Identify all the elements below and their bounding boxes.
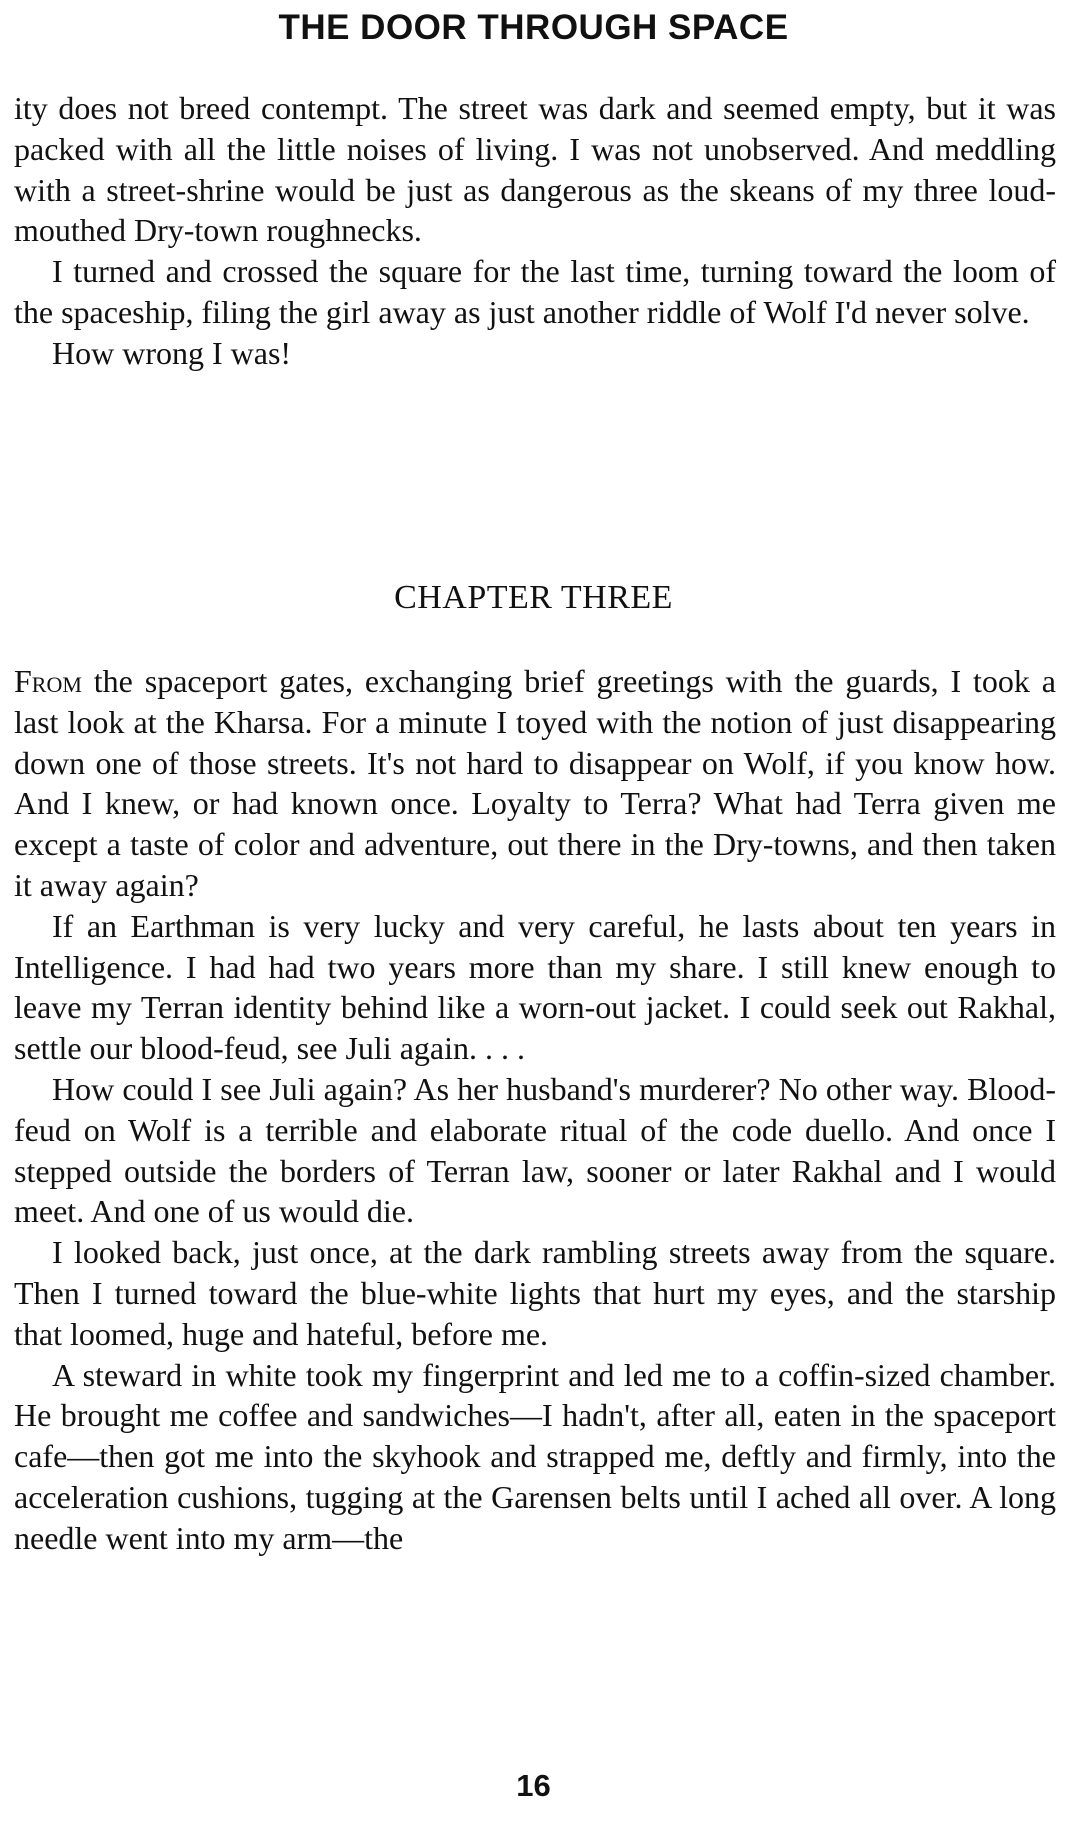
chapter-opening-paragraph xyxy=(14,661,1056,906)
continued-text xyxy=(14,88,1056,374)
paragraph: I turned and crossed the square for the last time, turning toward the loom of the spaceship, filing the girl away as just another riddle of Wolf I'd never solve. xyxy=(14,253,1056,330)
page-number: 16 xyxy=(516,1768,551,1803)
opening-text: the spaceport gates, exchanging brief greetings with the guards, I took a last look at the Kharsa. For a minute I toyed with the notion of just disappearing down one of those streets. It's not hard to disappear on Wolf, if you know how. And I knew, or had known once. Loyalty to Terra? What had Terra given me except a taste of color and adventure, out there in the Dry-towns, and then taken it away again? xyxy=(14,663,1056,903)
lead-word: From xyxy=(14,663,82,699)
chapter-text xyxy=(14,661,1056,1559)
running-head: THE DOOR THROUGH SPACE xyxy=(278,8,789,47)
paragraph: If an Earthman is very lucky and very careful, he lasts about ten years in Intelligence. I had had two years more than my share. I still knew enough to leave my Terran identity behind like a worn-out jacket. I could seek out Rakhal, settle our blood-feud, see Juli again. . . . xyxy=(14,907,1056,1067)
paragraph: How could I see Juli again? As her husband's murderer? No other way. Blood-feud on Wolf is a terrible and elaborate ritual of the code duello. And once I stepped outside the borders of Terran law, sooner or later Rakhal and I would meet. And one of us would die. xyxy=(14,1070,1056,1230)
paragraph: I looked back, just once, at the dark rambling streets away from the square. Then I turned toward the blue-white lights that hurt my eyes, and the starship that loomed, huge and hateful, before me. xyxy=(14,1234,1056,1352)
paragraph: ity does not breed contempt. The street was dark and seemed empty, but it was packed with all the little noises of living. I was not unobserved. And meddling with a street-shrine would be just as dangerous as the skeans of my three loud-mouthed Dry-town roughnecks. xyxy=(14,90,1056,249)
paragraph: How wrong I was! xyxy=(52,334,292,371)
chapter-title: CHAPTER THREE xyxy=(394,579,673,616)
paragraph: A steward in white took my fingerprint and led me to a coffin-sized chamber. He brought me coffee and sandwiches—I hadn't, after all, eaten in the spaceport cafe—then got me into the skyhook and strapped me, deftly and firmly, into the acceleration cushions, tugging at the Garensen belts until I ached all over. A long needle went into my arm—the xyxy=(14,1356,1056,1556)
